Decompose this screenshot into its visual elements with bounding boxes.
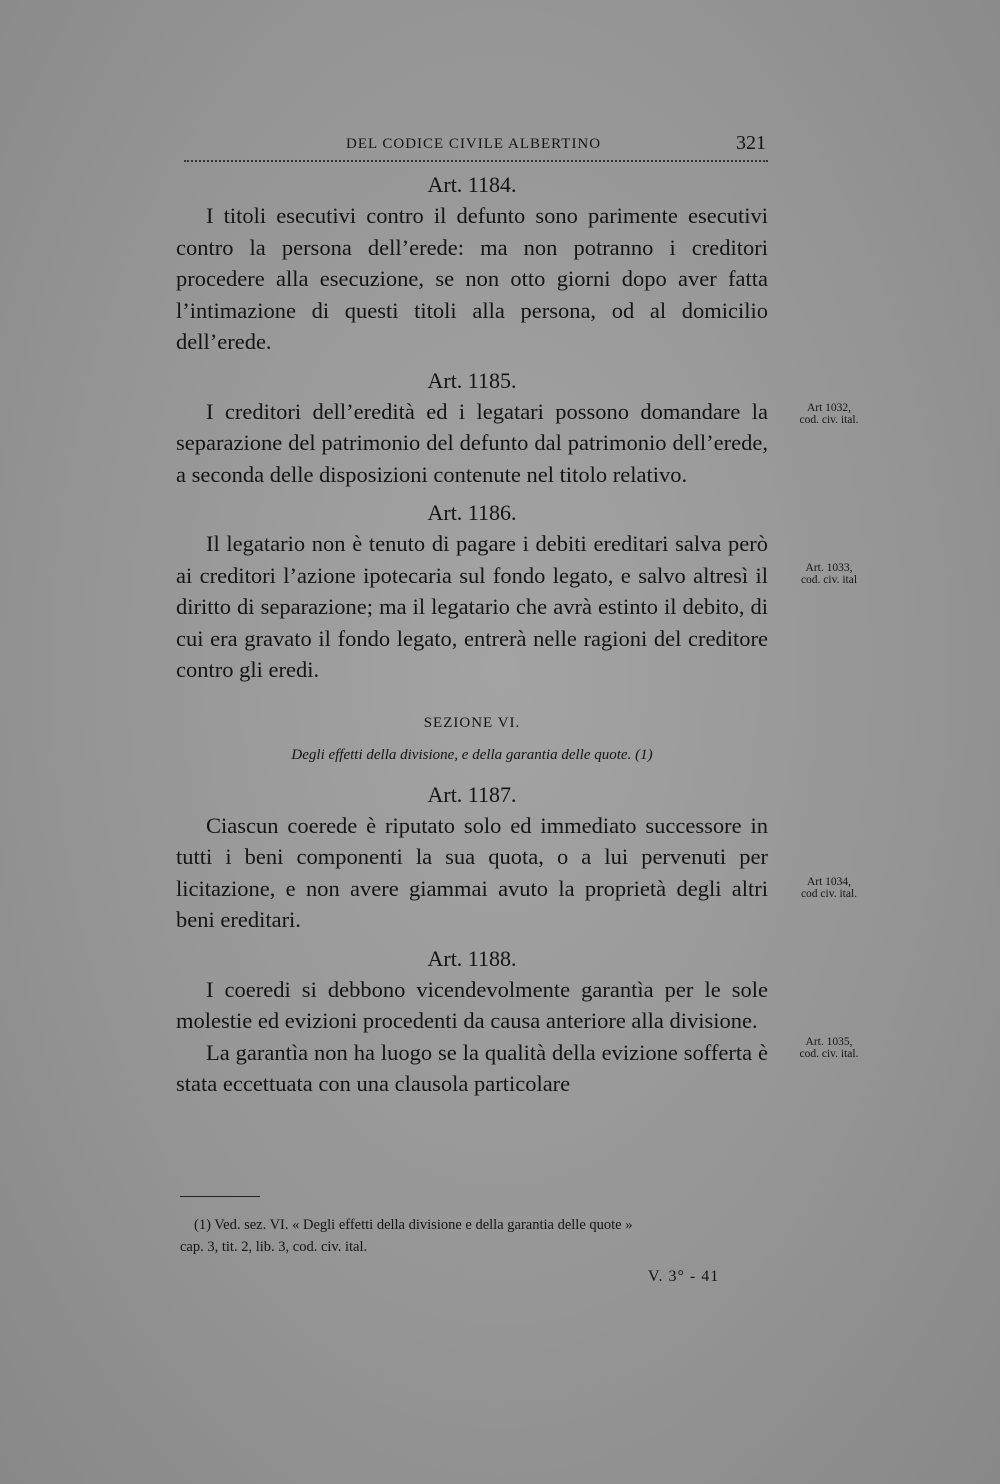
body-text [176, 170, 768, 1100]
article-paragraph: Il legatario non è tenuto di pagare i debiti ereditari salva però ai creditori l’azione ipotecaria sul fondo legato, e salvo altresì il diritto di separazione; ma il legatario che avrà estinto il debito, di cui era gravato il fondo legato, entrerà nelle ragioni del creditore contro gli eredi. [176, 531, 768, 682]
printer-signature: V. 3° - 41 [648, 1268, 720, 1285]
margin-note-line: Art. 1035, [805, 1036, 853, 1048]
margin-note [784, 562, 874, 586]
article-1186 [176, 498, 768, 686]
article-heading: Art. 1186. [427, 500, 517, 525]
article-1188 [176, 944, 768, 1100]
article-heading: Art. 1187. [427, 781, 517, 807]
margin-note [784, 876, 874, 900]
margin-note-line: Art 1034, [806, 876, 852, 888]
article-1185 [176, 366, 768, 491]
footnote-rule [180, 1196, 260, 1197]
article-heading: Art. 1185. [427, 367, 517, 393]
footnote [180, 1214, 780, 1258]
article-paragraph: I titoli esecutivi contro il defunto sono parimente esecutivi contro la persona dell’erede: ma non potranno i creditori procedere alla esecuzione, se non otto giorni dopo aver fatta l’intimazione di questi titoli alla persona, od al domicilio dell’erede. [176, 203, 768, 354]
running-title: DEL CODICE CIVILE ALBERTINO [346, 136, 602, 152]
section-subtitle: Degli effetti della divisione, e della garantia delle quote. (1) [291, 746, 653, 763]
article-paragraph: Ciascun coerede è riputato solo ed immediato successore in tutti i beni componenti la sua quota, o a lui pervenuti per licitazione, e non avere giammai avuto la proprietà degli altri beni ereditari. [176, 812, 768, 932]
article-paragraph: I coeredi si debbono vicendevolmente garantìa per le sole molestie ed evizioni procedenti da causa anteriore alla divisione. [176, 976, 768, 1033]
header-rule [184, 160, 768, 162]
margin-note-line: Art 1032, [806, 402, 852, 414]
page-header [178, 132, 768, 158]
margin-note [784, 402, 874, 426]
article-heading: Art. 1184. [427, 172, 517, 197]
section-heading: SEZIONE VI. [423, 714, 521, 731]
article-1187 [176, 780, 768, 936]
margin-note-line: cod. civ. ital. [799, 414, 859, 426]
article-paragraph: La garantìa non ha luogo se la qualità della evizione sofferta è stata eccettuata con una clausola particolare [176, 1039, 768, 1096]
page-number: 321 [736, 132, 766, 154]
margin-note-line: cod civ. ital. [800, 888, 858, 900]
margin-note [784, 1036, 874, 1060]
article-1184 [176, 170, 768, 358]
margin-note-line: Art. 1033, [805, 562, 853, 574]
margin-note-line: cod. civ. ital. [799, 1048, 859, 1060]
article-paragraph: I creditori dell’eredità ed i legatari possono domandare la separazione del patrimonio del defunto dal patrimonio dell’erede, a seconda delle disposizioni contenute nel titolo relativo. [176, 398, 768, 487]
footnote-line: cap. 3, tit. 2, lib. 3, cod. civ. ital. [180, 1239, 368, 1255]
margin-note-line: cod. civ. ital [800, 574, 858, 586]
article-heading: Art. 1188. [427, 945, 517, 971]
footnote-line: (1) Ved. sez. VI. « Degli effetti della divisione e della garantia delle quote » [194, 1217, 633, 1233]
